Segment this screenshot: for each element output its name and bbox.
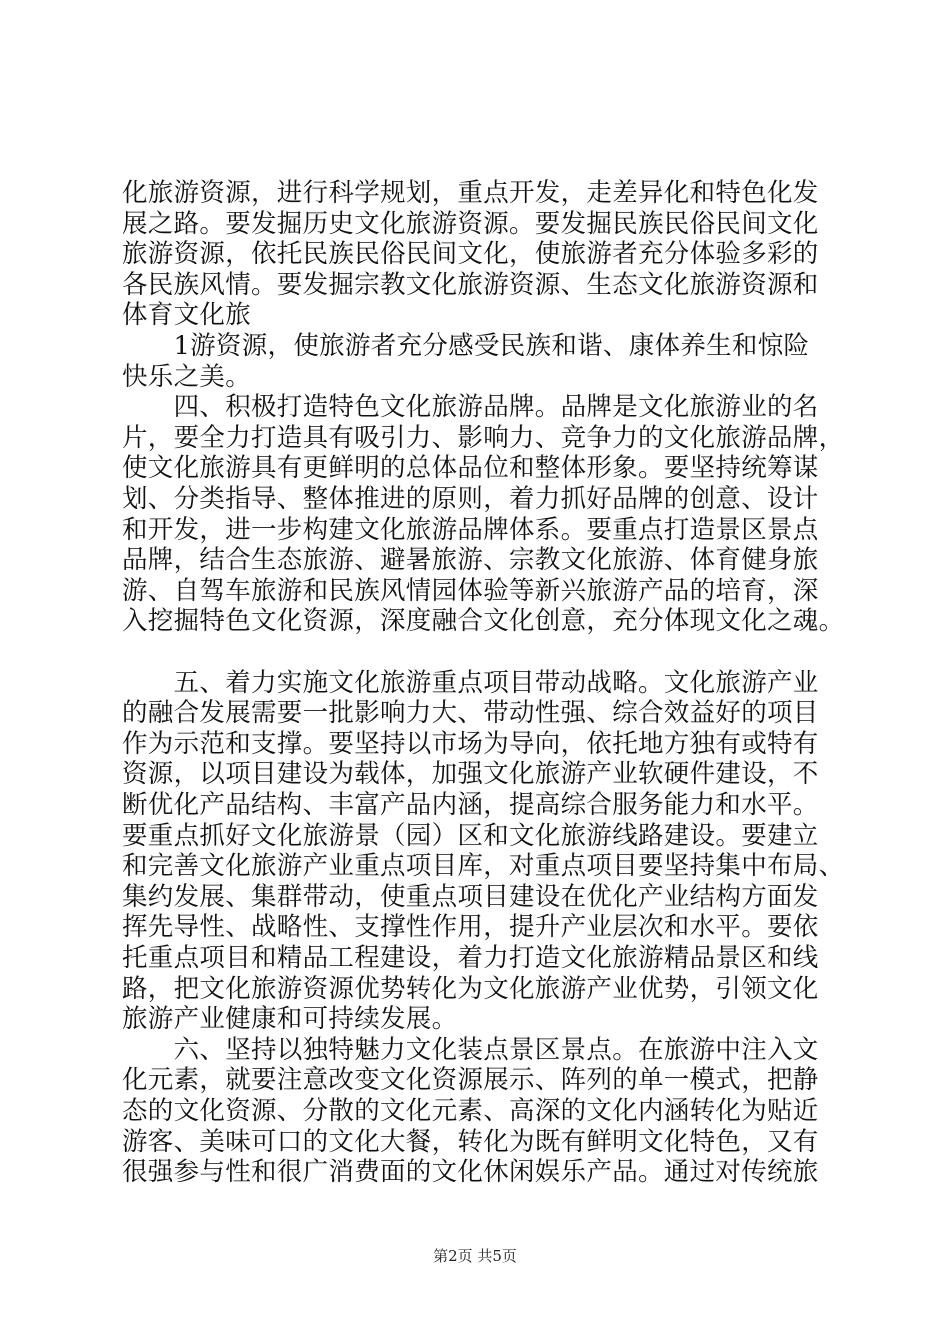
text-line: 挥先导性、战略性、支撑性作用，提升产业层次和水平。要依 xyxy=(122,912,819,943)
text-line: 很强参与性和很广消费面的文化休闲娱乐产品。通过对传统旅 xyxy=(122,1157,819,1188)
text-line: 和完善文化旅游产业重点项目库，对重点项目要坚持集中布局、 xyxy=(122,851,845,882)
text-line: 旅游资源，依托民族民俗民间文化，使旅游者充分体验多彩的 xyxy=(122,239,819,270)
text-line: 各民族风情。要发掘宗教文化旅游资源、生态文化旅游资源和 xyxy=(122,269,819,300)
text-line: 化旅游资源，进行科学规划，重点开发，走差异化和特色化发 xyxy=(122,178,819,208)
text-line: 快乐之美。 xyxy=(122,361,252,392)
text-line: 托重点项目和精品工程建设，着力打造文化旅游精品景区和线 xyxy=(122,943,819,973)
text-line: 使文化旅游具有更鲜明的总体品位和整体形象。要坚持统筹谋 xyxy=(122,453,819,484)
text-line: 四、积极打造特色文化旅游品牌。品牌是文化旅游业的名 xyxy=(122,392,819,423)
text-line: 片，要全力打造具有吸引力、影响力、竞争力的文化旅游品牌， xyxy=(122,422,845,453)
text-line: 作为示范和支撑。要坚持以市场为导向，依托地方独有或特有 xyxy=(122,728,819,759)
text-line: 化元素，就要注意改变文化资源展示、阵列的单一模式，把静 xyxy=(122,1065,819,1096)
text-line: 路，把文化旅游资源优势转化为文化旅游产业优势，引领文化 xyxy=(122,973,819,1004)
text-line: 六、坚持以独特魅力文化装点景区景点。在旅游中注入文 xyxy=(122,1034,819,1065)
page-footer: 第2页 共5页 xyxy=(433,1247,517,1265)
text-line: 和开发，进一步构建文化旅游品牌体系。要重点打造景区景点 xyxy=(122,514,819,545)
text-line: 五、着力实施文化旅游重点项目带动战略。文化旅游产业 xyxy=(122,667,819,698)
text-line: 旅游产业健康和可持续发展。 xyxy=(122,1004,458,1035)
text-line: 资源，以项目建设为载体，加强文化旅游产业软硬件建设，不 xyxy=(122,759,819,790)
text-line: 展之路。要发掘历史文化旅游资源。要发掘民族民俗民间文化 xyxy=(122,208,819,239)
text-line: 态的文化资源、分散的文化元素、高深的文化内涵转化为贴近 xyxy=(122,1096,819,1126)
text-line: 游客、美味可口的文化大餐，转化为既有鲜明文化特色，又有 xyxy=(122,1126,819,1157)
text-line: 断优化产品结构、丰富产品内涵，提高综合服务能力和水平。 xyxy=(122,790,819,820)
text-line: 要重点抓好文化旅游景（园）区和文化旅游线路建设。要建立 xyxy=(122,820,819,851)
text-line: 品牌，结合生态旅游、避暑旅游、宗教文化旅游、体育健身旅 xyxy=(122,545,819,576)
blank-line xyxy=(122,635,842,669)
text-line: 入挖掘特色文化资源，深度融合文化创意，充分体现文化之魂。 xyxy=(122,606,845,637)
text-line: 游、自驾车旅游和民族风情园体验等新兴旅游产品的培育，深 xyxy=(122,575,819,606)
text-line: 划、分类指导、整体推进的原则，着力抓好品牌的创意、设计 xyxy=(122,484,819,514)
text-line: 集约发展、集群带动，使重点项目建设在优化产业结构方面发 xyxy=(122,881,819,912)
text-line: 体育文化旅 xyxy=(122,300,252,331)
text-line: 的融合发展需要一批影响力大、带动性强、综合效益好的项目 xyxy=(122,698,819,729)
text-line: 1游资源，使旅游者充分感受民族和谐、康体养生和惊险 xyxy=(122,331,810,361)
